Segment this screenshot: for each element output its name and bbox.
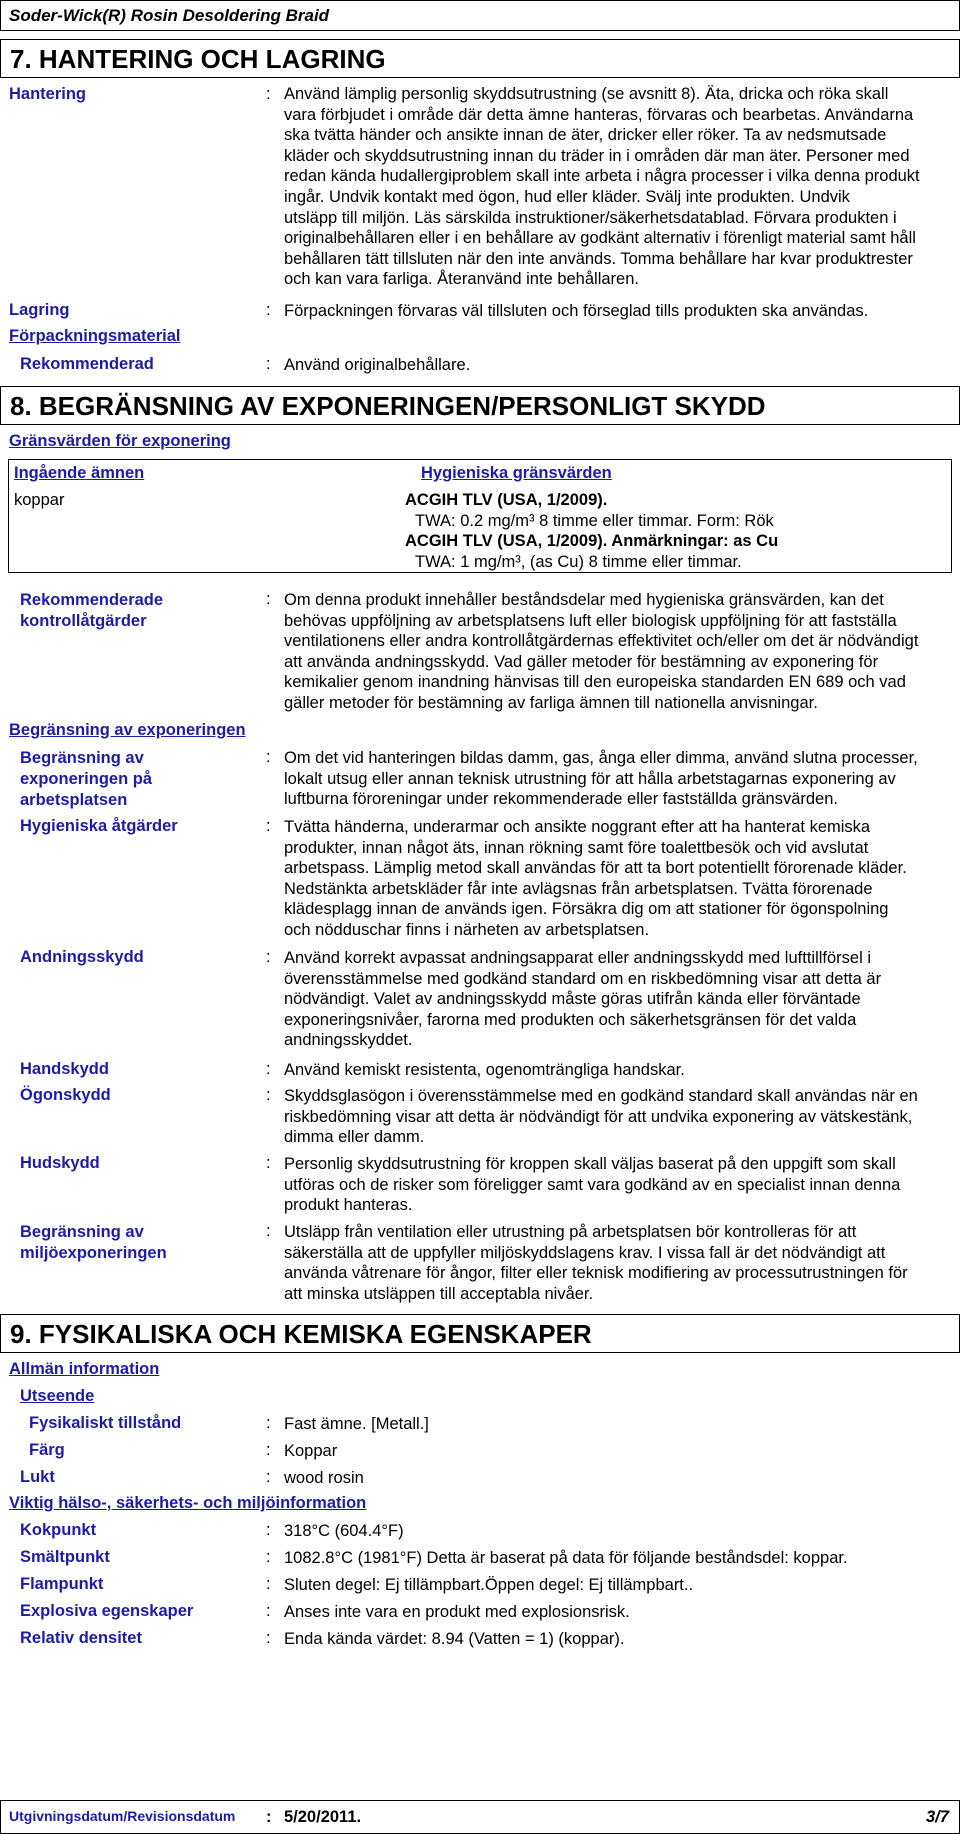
melting-point-label: Smältpunkt: [20, 1548, 110, 1566]
colon: :: [266, 1629, 271, 1647]
page-number: 3/7: [926, 1808, 949, 1826]
recommended-text: Använd originalbehållare.: [284, 356, 471, 374]
label-line: kontrollåtgärder: [20, 612, 147, 630]
boiling-point-label: Kokpunkt: [20, 1521, 97, 1539]
environmental-exposure-label: [20, 1222, 167, 1264]
colon: :: [266, 1808, 272, 1826]
colon: :: [266, 817, 271, 835]
product-title: Soder-Wick(R) Rosin Desoldering Braid: [9, 5, 330, 25]
section-9-header: [0, 1314, 960, 1353]
text-line: att minska utsläppen till acceptabla nivåer.: [284, 1284, 594, 1303]
limit-line: ACGIH TLV (USA, 1/2009).: [405, 491, 608, 509]
colon: :: [266, 748, 271, 766]
text-line: och kan vara farliga. Återanvänd inte behållaren.: [284, 270, 639, 289]
label-line: miljöexponeringen: [20, 1244, 167, 1262]
text-line: säkerställa att de uppfyller miljöskyddslagens krav. I vissa fall är det nödvändigt att: [284, 1243, 886, 1262]
label-line: Rekommenderade: [20, 591, 164, 609]
colon: :: [266, 1414, 271, 1432]
flash-point-value: Sluten degel: Ej tillämpbart.Öppen degel: Ej tillämpbart..: [284, 1576, 694, 1594]
text-line: Om denna produkt innehåller beståndsdelar med hygieniska gränsvärden, kan det: [284, 591, 884, 609]
text-line: lokalt utsug eller annan teknisk utrustning för att hålla arbetstagarnas exponering av: [284, 769, 896, 788]
limit-line: ACGIH TLV (USA, 1/2009). Anmärkningar: as Cu: [405, 532, 779, 551]
relative-density-label: Relativ densitet: [20, 1629, 142, 1647]
section-8-header: [0, 386, 960, 425]
section-7-header: [0, 39, 960, 78]
handling-text: [284, 84, 954, 290]
colon: :: [266, 1468, 271, 1486]
environmental-exposure-text: [284, 1222, 954, 1304]
hand-protection-label: Handskydd: [20, 1060, 109, 1078]
text-line: nödvändigt. Valet av andningsskydd måste göras utifrån kända eller förväntade: [284, 990, 861, 1009]
text-line: produkt hanteras.: [284, 1196, 413, 1215]
text-line: exponeringsnivåer, farorna med produkten och säkerhetsgränsen för det valda: [284, 1010, 857, 1029]
section-9-title: 9. FYSIKALISKA OCH KEMISKA EGENSKAPER: [10, 1318, 592, 1349]
table-header-limits: Hygieniska gränsvärden: [421, 464, 612, 482]
respiratory-text: [284, 948, 954, 1051]
text-line: ska tvätta händer och ansikte innan de äter, dricker eller röker. Ta av nedsmutsade: [284, 126, 887, 145]
revision-date-label: Utgivningsdatum/Revisionsdatum: [9, 1808, 236, 1824]
eye-protection-text: [284, 1086, 954, 1148]
text-line: utsläpp till miljön. Läs särskilda instruktioner/säkerhetsdatablad. Förvara produkten i: [284, 208, 897, 227]
text-line: gäller metoder för bestämning av farliga ämnen till nationella anvisningar.: [284, 693, 818, 712]
general-information-label: Allmän information: [9, 1360, 160, 1378]
exposure-control-label: Begränsning av exponeringen: [9, 721, 246, 739]
text-line: luftburna föroreningar under rekommenderade eller fastställda gränsvärden.: [284, 790, 838, 809]
text-line: överensstämmelse med godkänd standard om en riskbedömning visar att detta är: [284, 969, 882, 988]
colon: :: [266, 1154, 271, 1172]
colon: :: [266, 948, 271, 966]
colon: :: [266, 1602, 271, 1620]
limit-values: [405, 490, 778, 572]
text-line: Skyddsglasögon i överensstämmelse med en godkänd standard skall användas när en: [284, 1087, 918, 1105]
skin-protection-text: [284, 1154, 954, 1216]
text-line: ingår. Undvik kontakt med ögon, hud eller kläder. Svälj inte produkten. Undvik: [284, 187, 850, 206]
colon: :: [266, 1086, 271, 1104]
colon: :: [266, 590, 271, 608]
flash-point-label: Flampunkt: [20, 1575, 104, 1593]
text-line: redan kända hudallergiproblem skall inte arbeta i några processer i vilka denna produkt: [284, 167, 920, 186]
text-line: produkter, innan något äts, innan rökning samt före toalettbesök och vid avslutat: [284, 838, 869, 857]
hand-protection-text: Använd kemiskt resistenta, ogenomträngliga handskar.: [284, 1061, 685, 1079]
text-line: Tvätta händerna, underarmar och ansikte noggrant efter att ha hanterat kemiska: [284, 818, 871, 836]
text-line: riskbedömning visar att detta är nödvändigt för att undvika exponering av vätskestänk,: [284, 1107, 913, 1126]
respiratory-label: Andningsskydd: [20, 948, 144, 966]
colon: :: [266, 1521, 271, 1539]
text-line: kläder och skyddsutrustning innan du träder in i områden där man äter. Personer med: [284, 146, 910, 165]
text-line: utföras och de risker som föreligger samt vara godkänd av en specialist innan denna: [284, 1175, 901, 1194]
colon: :: [266, 1222, 271, 1240]
text-line: Använd korrekt avpassat andningsapparat eller andningsskydd med lufttillförsel i: [284, 949, 871, 967]
text-line: vara förbjudet i område där detta ämne hanteras, förvaras och bearbetas. Användarna: [284, 105, 914, 124]
relative-density-value: Enda kända värdet: 8.94 (Vatten = 1) (koppar).: [284, 1630, 625, 1648]
workplace-text: [284, 748, 954, 810]
text-line: klädesplagg innan de används igen. Försäkra dig om att stationer för ögonspolning: [284, 900, 889, 919]
colon: :: [266, 1548, 271, 1566]
skin-protection-label: Hudskydd: [20, 1154, 100, 1172]
document-header: [0, 0, 960, 31]
physical-state-value: Fast ämne. [Metall.]: [284, 1415, 429, 1433]
label-line: Begränsning av: [20, 749, 144, 767]
recommended-label: Rekommenderad: [20, 355, 154, 373]
colon: :: [266, 1575, 271, 1593]
text-line: behållaren tätt tillsluten när den inte används. Tomma behållare har kvar produktrester: [284, 249, 913, 268]
section-8-title: 8. BEGRÄNSNING AV EXPONERINGEN/PERSONLIGT SKYDD: [10, 390, 766, 421]
label-line: Begränsning av: [20, 1223, 144, 1241]
odor-label: Lukt: [20, 1468, 55, 1486]
workplace-label: [20, 748, 152, 811]
text-line: originalbehållaren eller i en behållare av godkänt alternativ i förenligt material samt håll: [284, 229, 916, 248]
eye-protection-label: Ögonskydd: [20, 1086, 111, 1104]
substance-name: koppar: [14, 491, 65, 509]
text-line: andningsskyddet.: [284, 1031, 413, 1050]
storage-label: Lagring: [9, 301, 70, 319]
text-line: Personlig skyddsutrustning för kroppen skall väljas baserat på den uppgift som skall: [284, 1155, 896, 1173]
odor-value: wood rosin: [284, 1469, 364, 1487]
colon: :: [266, 85, 271, 103]
text-line: dimma eller damm.: [284, 1128, 425, 1147]
hygiene-text: [284, 817, 954, 941]
section-7-title: 7. HANTERING OCH LAGRING: [10, 43, 386, 74]
limit-line: TWA: 0.2 mg/m³ 8 timme eller timmar. Form: Rök: [415, 511, 774, 530]
label-line: exponeringen på: [20, 770, 153, 788]
color-label: Färg: [29, 1441, 65, 1459]
text-line: arbetspass. Lämplig metod skall användas för att ta bort potentiellt förorenade kläder.: [284, 859, 907, 878]
text-line: använda våtrenare för ångor, filter eller teknisk modifiering av processutrustningen för: [284, 1264, 908, 1283]
explosive-properties-label: Explosiva egenskaper: [20, 1602, 194, 1620]
text-line: kemikalier genom inandning hänvisas till den europeiska standarden EN 689 och vad: [284, 673, 906, 692]
text-line: och nödduschar finns i närheten av arbetsplatsen.: [284, 920, 650, 939]
colon: :: [266, 355, 271, 373]
appearance-label: Utseende: [20, 1387, 95, 1405]
text-line: Använd lämplig personlig skyddsutrustning (se avsnitt 8). Äta, dricka och röka skall: [284, 85, 889, 103]
text-line: Utsläpp från ventilation eller utrustning på arbetsplatsen bör kontrolleras för att: [284, 1223, 857, 1241]
important-information-label: Viktig hälso-, säkerhets- och miljöinformation: [9, 1494, 367, 1512]
table-header-substances: Ingående ämnen: [14, 464, 145, 482]
colon: :: [266, 1060, 271, 1078]
hygiene-label: Hygieniska åtgärder: [20, 817, 178, 835]
text-line: att använda andningsskydd. Vad gäller metoder för bestämning av exponering för: [284, 652, 879, 671]
colon: :: [266, 301, 271, 319]
physical-state-label: Fysikaliskt tillstånd: [29, 1414, 182, 1432]
text-line: Om det vid hanteringen bildas damm, gas, ånga eller dimma, använd slutna processer,: [284, 749, 918, 767]
handling-label: Hantering: [9, 85, 87, 103]
colon: :: [266, 1441, 271, 1459]
text-line: ventilationens eller andra kontrollåtgärdernas effektivitet och/eller om det är nödvändigt: [284, 632, 919, 651]
boiling-point-value: 318°C (604.4°F): [284, 1522, 404, 1540]
label-line: arbetsplatsen: [20, 791, 128, 809]
controls-label: [20, 590, 163, 632]
explosive-properties-value: Anses inte vara en produkt med explosionsrisk.: [284, 1603, 630, 1621]
text-line: behövas uppföljning av arbetsplatsens luft eller biologisk uppföljning för att fastställa: [284, 611, 897, 630]
melting-point-value: 1082.8°C (1981°F) Detta är baserat på data för följande beståndsdel: koppar.: [284, 1549, 848, 1567]
revision-date: 5/20/2011.: [284, 1808, 362, 1826]
controls-text: [284, 590, 954, 714]
limit-line: TWA: 1 mg/m³, (as Cu) 8 timme eller timmar.: [415, 552, 742, 571]
storage-text: Förpackningen förvaras väl tillsluten och förseglad tills produkten ska användas.: [284, 302, 869, 320]
exposure-limits-label: Gränsvärden för exponering: [9, 432, 231, 450]
packaging-material-label: Förpackningsmaterial: [9, 327, 181, 345]
text-line: Nedstänkta arbetskläder får inte avlägsnas från arbetsplatsen. Tvätta förorenade: [284, 879, 873, 898]
color-value: Koppar: [284, 1442, 338, 1460]
